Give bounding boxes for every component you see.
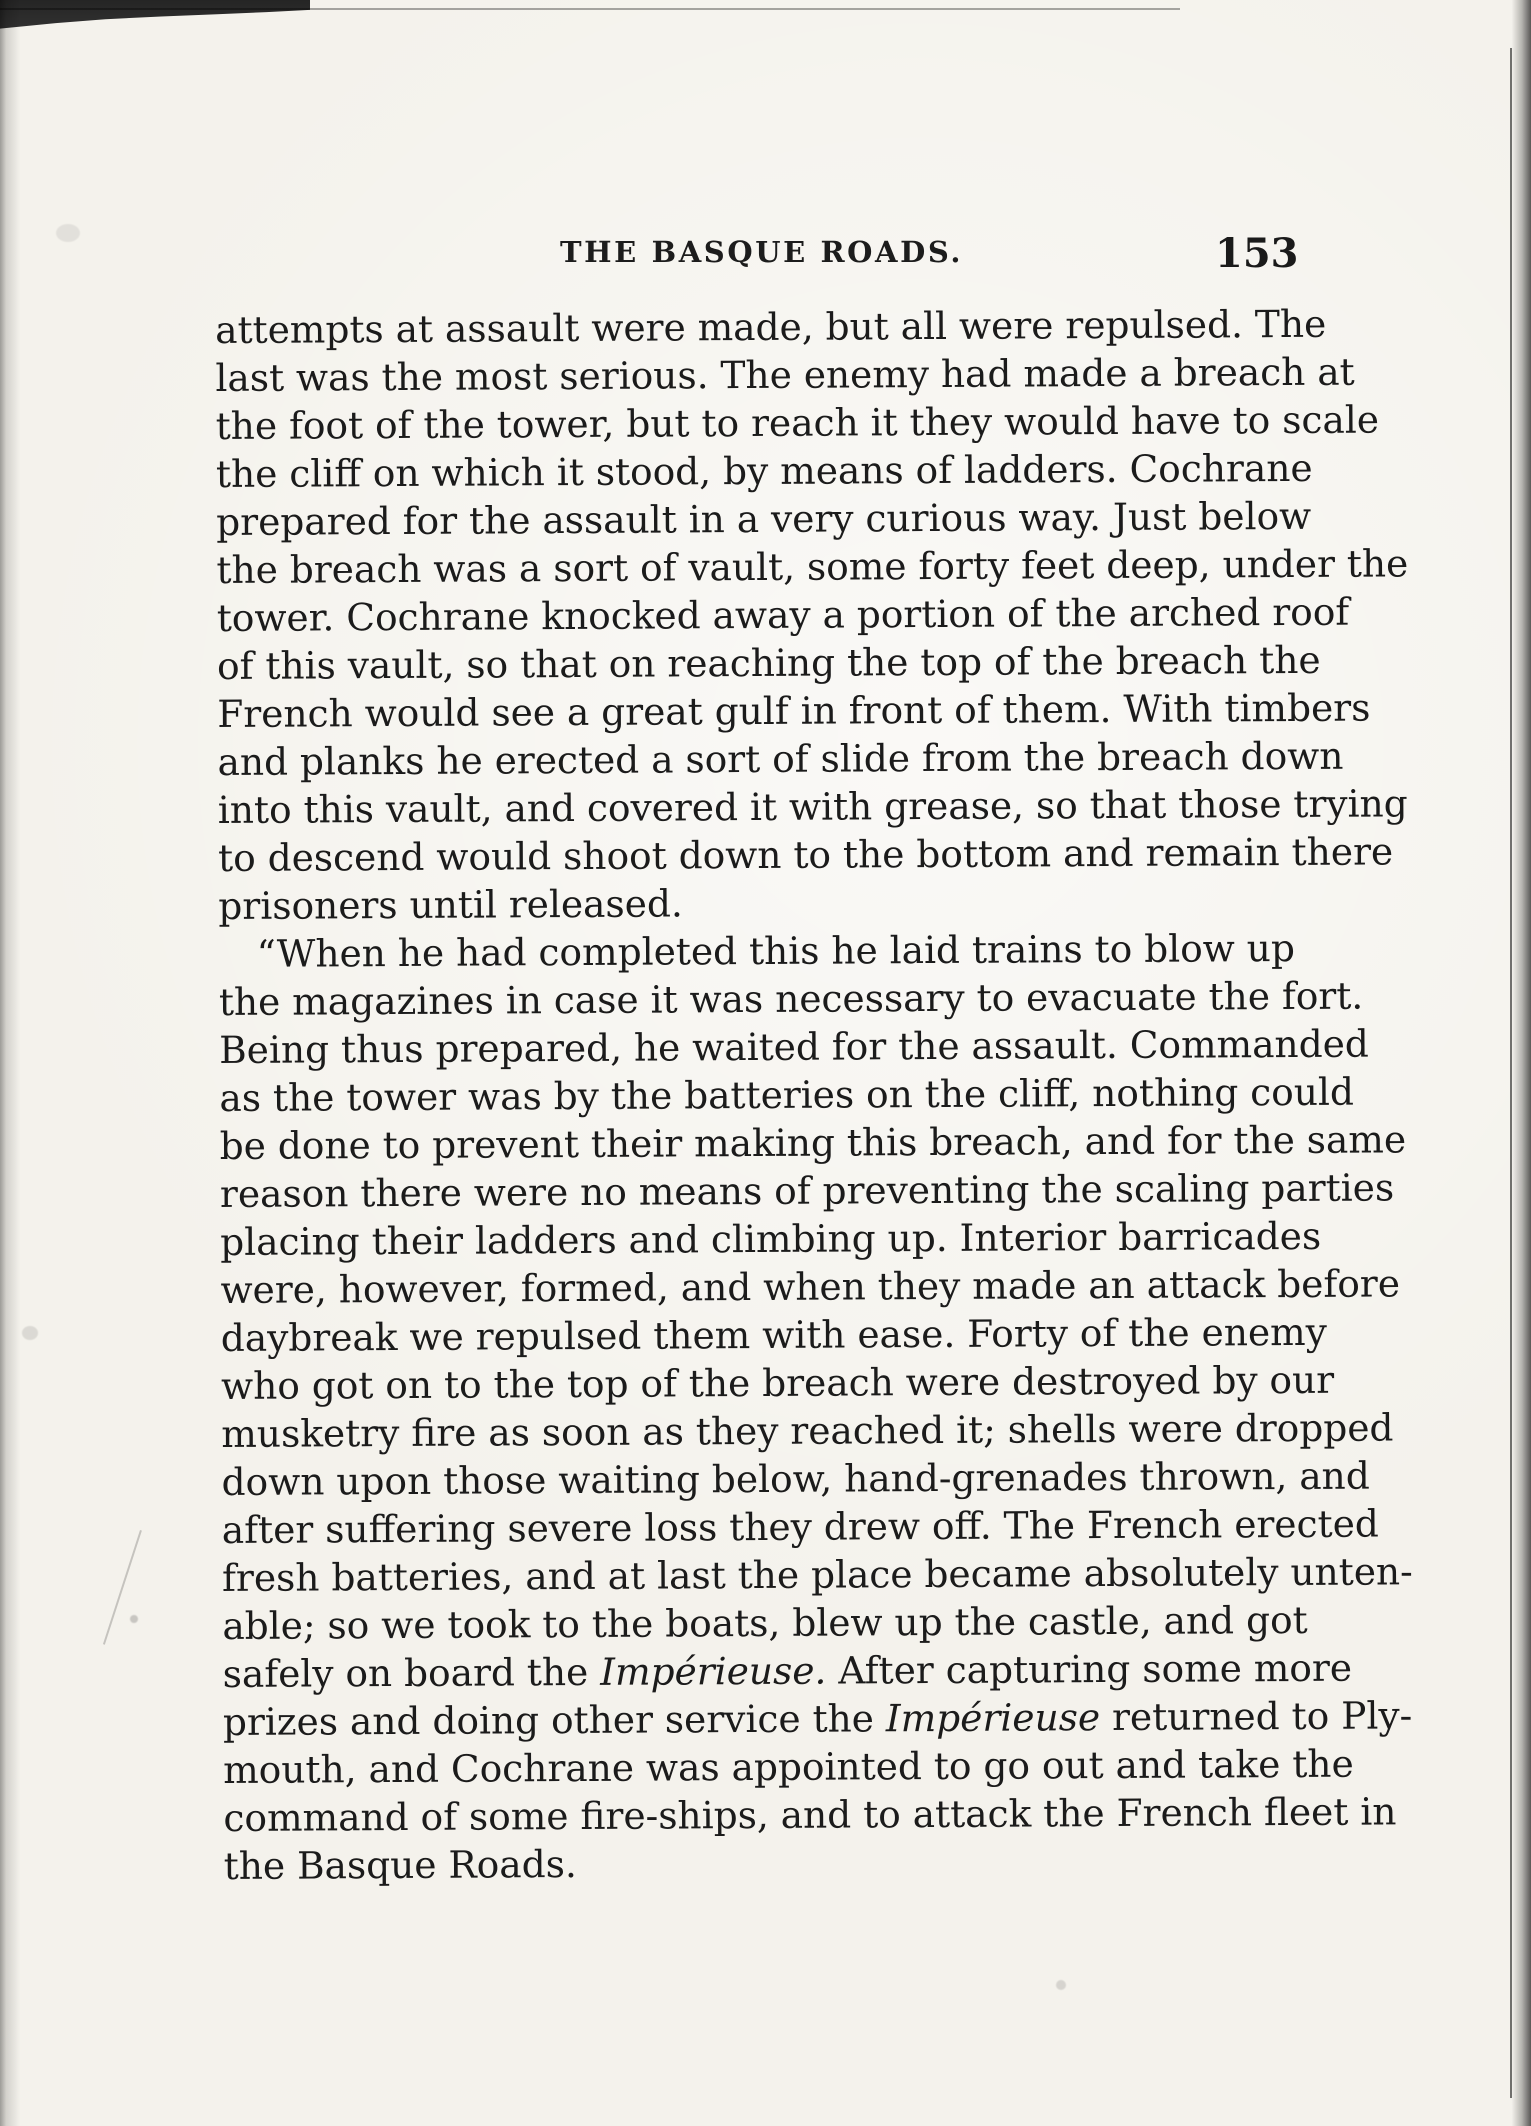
text-line: mouth, and Cochrane was appointed to go out and take the [223,1741,1354,1792]
page-number: 153 [1215,230,1299,277]
text-line: command of some fire-ships, and to attack the French fleet in [223,1789,1397,1840]
scan-left-edge-shadow [0,0,34,2126]
text-line: the breach was a sort of vault, some forty feet deep, under the [216,541,1409,592]
text-line: fresh batteries, and at last the place became absolutely unten- [221,1549,1413,1600]
text-line: placing their ladders and climbing up. Interior barricades [220,1213,1322,1264]
text-segment: returned to Ply- [1100,1693,1413,1740]
text-line: the magazines in case it was necessary to evacuate the fort. [218,973,1364,1024]
text-line: French would see a great gulf in front of them. With timbers [217,685,1371,736]
text-line: tower. Cochrane knocked away a portion of the arched roof [216,589,1350,640]
text-line: the foot of the tower, but to reach it they would have to scale [215,397,1380,448]
text-line: Being thus prepared, he waited for the assault. Commanded [219,1021,1369,1072]
text-line: prepared for the assault in a very curious way. Just below [216,493,1312,544]
text-line: be done to prevent their making this breach, and for the same [219,1117,1407,1168]
text-line: “When he had completed this he laid trains to blow up [256,925,1296,976]
text-line: attempts at assault were made, but all were repulsed. The [215,301,1327,352]
text-line: as the tower was by the batteries on the cliff, nothing could [219,1069,1355,1120]
text-line: of this vault, so that on reaching the top of the breach the [216,637,1321,688]
scan-right-edge-shadow [1505,0,1531,2126]
text-line: and planks he erected a sort of slide from the breach down [217,733,1344,784]
text-line: after suffering severe loss they drew off. The French erected [221,1501,1379,1552]
scan-smudge [22,1326,38,1340]
text-line: were, however, formed, and when they made an attack before [220,1261,1401,1312]
text-line: into this vault, and covered it with grease, so that those trying [217,781,1408,832]
text-line-with-italic [222,1644,1353,1698]
scan-right-binding-line [1510,48,1512,2098]
text-line: last was the most serious. The enemy had made a breach at [215,349,1355,400]
text-line: daybreak we repulsed them with ease. Forty of the enemy [220,1309,1327,1360]
text-line-with-italic [222,1692,1413,1746]
body-text [215,300,1413,2006]
text-line: able; so we took to the boats, blew up the castle, and got [222,1597,1308,1648]
text-line: prisoners until released. [218,881,683,928]
text-segment: After capturing some more [826,1645,1353,1693]
text-line: down upon those waiting below, hand-grenades thrown, and [221,1453,1370,1504]
running-head: THE BASQUE ROADS. [560,235,964,269]
text-line: musketry fire as soon as they reached it; shells were dropped [221,1405,1394,1456]
page-header [0,0,1531,300]
ship-name: Impérieuse [885,1695,1101,1741]
text-segment: prizes and doing other service the [222,1696,886,1744]
scan-dot [130,1615,138,1623]
ship-name: Impérieuse. [600,1648,827,1694]
text-segment: safely on board the [222,1649,601,1696]
text-line: the cliff on which it stood, by means of ladders. Cochrane [215,445,1313,496]
text-line: reason there were no means of preventing the scaling parties [219,1165,1395,1216]
text-line: who got on to the top of the breach were destroyed by our [220,1357,1335,1408]
text-line: to descend would shoot down to the bottom and remain there [217,829,1394,880]
text-line: the Basque Roads. [223,1842,577,1888]
scan-stray-mark [103,1530,142,1645]
